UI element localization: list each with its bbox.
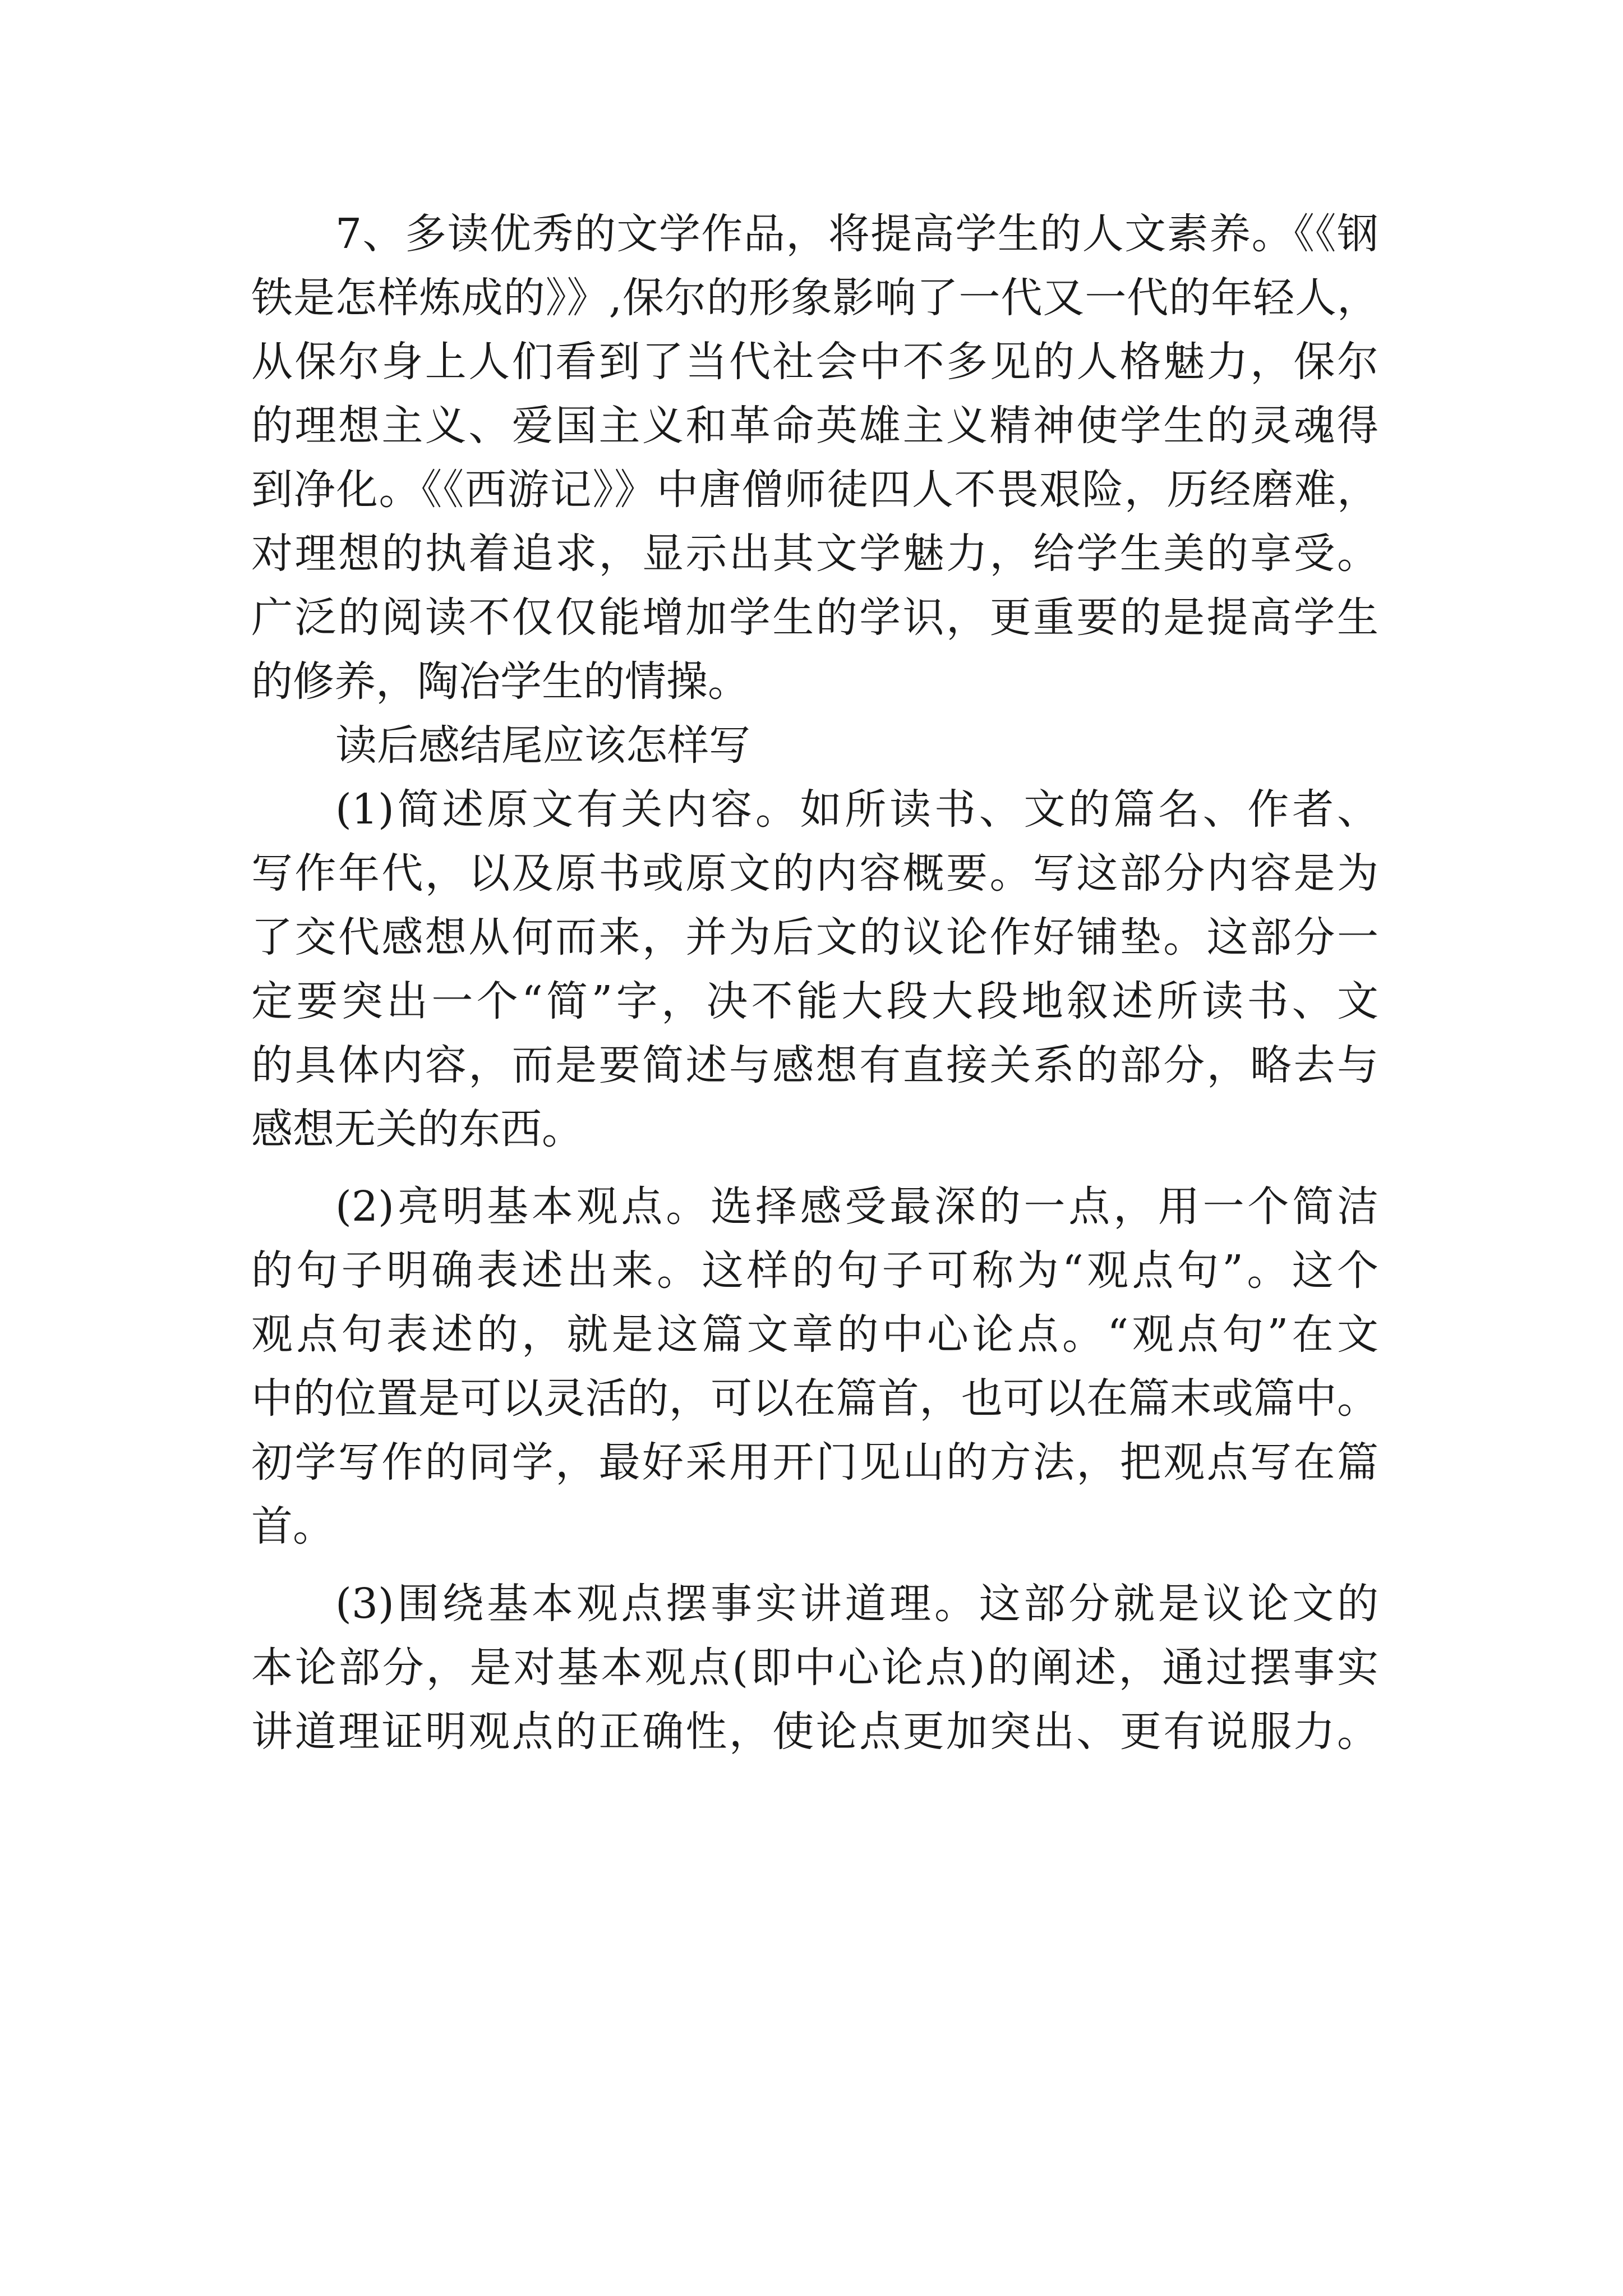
paragraph-point-3 (251, 1572, 1378, 1764)
text-line: (2)亮明基本观点。选择感受最深的一点，用一个简洁 (335, 1182, 1378, 1231)
heading-text: 读后感结尾应该怎样写 (335, 721, 750, 770)
text-line: 的理想主义、爱国主义和革命英雄主义精神使学生的灵魂得 (251, 402, 1378, 450)
text-line: 讲道理证明观点的正确性，使论点更加突出、更有说服力。 (251, 1708, 1378, 1756)
text-line: 首。 (251, 1502, 334, 1550)
text-line: 了交代感想从何而来，并为后文的议论作好铺垫。这部分一 (251, 913, 1378, 961)
text-line: 的句子明确表述出来。这样的句子可称为“观点句”。这个 (251, 1246, 1378, 1295)
text-line: 写作年代，以及原书或原文的内容概要。写这部分内容是为 (251, 849, 1378, 898)
text-line: 从保尔身上人们看到了当代社会中不多见的人格魅力，保尔 (251, 338, 1378, 386)
paragraph-point-1 (251, 777, 1378, 1161)
section-heading (251, 714, 1378, 777)
paragraph-point-2 (251, 1175, 1378, 1558)
text-line: 感想无关的东西。 (251, 1105, 583, 1153)
paragraph-gap (251, 1558, 1378, 1572)
text-line: 中的位置是可以灵活的，可以在篇首，也可以在篇末或篇中。 (251, 1374, 1378, 1423)
text-line: 广泛的阅读不仅仅能增加学生的学识，更重要的是提高学生 (251, 593, 1378, 642)
text-line: 到净化。《《西游记》》中唐僧师徒四人不畏艰险，历经磨难， (251, 466, 1378, 514)
text-line: 定要突出一个“简”字，决不能大段大段地叙述所读书、文 (251, 977, 1378, 1025)
text-line: (1)简述原文有关内容。如所读书、文的篇名、作者、 (335, 785, 1378, 834)
text-line: 的修养，陶冶学生的情操。 (251, 657, 749, 706)
text-line: 的具体内容，而是要简述与感想有直接关系的部分，略去与 (251, 1041, 1378, 1089)
text-line: 观点句表述的，就是这篇文章的中心论点。“观点句”在文 (251, 1310, 1378, 1359)
document-body (251, 202, 1378, 1764)
text-line: 初学写作的同学，最好采用开门见山的方法，把观点写在篇 (251, 1438, 1378, 1487)
text-line: 对理想的执着追求，显示出其文学魅力，给学生美的享受。 (251, 530, 1378, 578)
paragraph-7 (251, 202, 1378, 714)
paragraph-gap (251, 1161, 1378, 1175)
text-line: 本论部分，是对基本观点(即中心论点)的阐述，通过摆事实 (251, 1644, 1378, 1692)
text-line: (3)围绕基本观点摆事实讲道理。这部分就是议论文的 (335, 1580, 1378, 1628)
text-line: 铁是怎样炼成的》》,保尔的形象影响了一代又一代的年轻人， (251, 274, 1378, 322)
text-line: 7、多读优秀的文学作品，将提高学生的人文素养。《《钢 (335, 210, 1378, 258)
